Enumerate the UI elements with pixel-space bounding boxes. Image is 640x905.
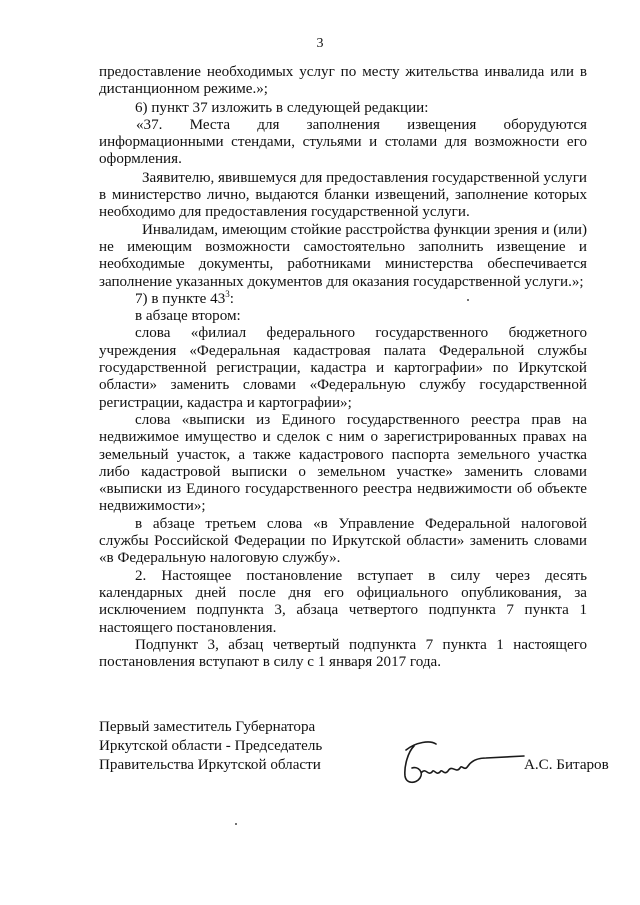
paragraph: в абзаце третьем слова «в Управление Федеральной налоговой службы Российской Федерации по Иркутской области» заменить словами «в Федеральную налоговую службу». bbox=[99, 515, 587, 567]
paragraph: «37. Места для заполнения извещения оборудуются информационными стендами, стульями и столами для возможности его оформления. bbox=[99, 116, 587, 168]
signatory-name: А.С. Битаров bbox=[524, 757, 609, 773]
paragraph: слова «филиал федерального государственного бюджетного учреждения «Федеральная кадастровая палата Федеральной службы государственной регистрации, кадастра и картографии» по Иркутской области» заменить словами «Федеральную службу государственной регистрации, кадастра и картографии»; bbox=[99, 325, 587, 411]
paragraph: слова «выписки из Единого государственного реестра прав на недвижимое имущество и сделок с ним о зарегистрированных правах на земельный участок, а также кадастрового паспорта земельного участка либо кадастровой выписки о земельном участке» заменить словами «выписки из Единого государственного реестра недвижимости об объекте недвижимости»; bbox=[99, 411, 587, 515]
paragraph: 2. Настоящее постановление вступает в силу через десять календарных дней после дня его официального опубликования, за исключением подпункта 3, абзаца четвертого подпункта 7 пункта 1 настоящего постановления. bbox=[99, 567, 587, 636]
signatory-line: Правительства Иркутской области bbox=[99, 757, 321, 773]
scan-speck bbox=[235, 823, 237, 825]
point-7-suffix: : bbox=[229, 290, 234, 307]
point-7-prefix: 7) в пункте 43 bbox=[135, 290, 226, 307]
signatory-line: Иркутской области - Председатель bbox=[99, 738, 323, 754]
signatory-title bbox=[99, 718, 322, 775]
point-7-superscript: 3 bbox=[225, 288, 230, 299]
paragraph: Инвалидам, имеющим стойкие расстройства функции зрения и (или) не имеющим возможности самостоятельно заполнить извещение и необходимые документы, работниками министерства обеспечивается заполнение указанных документов для оказания государственной услуги.»; bbox=[99, 221, 587, 290]
document-body bbox=[99, 64, 587, 671]
paragraph: 6) пункт 37 изложить в следующей редакции: bbox=[135, 99, 429, 116]
scan-speck bbox=[467, 299, 469, 301]
page-number: 3 bbox=[316, 36, 324, 51]
paragraph-point-7 bbox=[99, 288, 587, 308]
signatory-line: Первый заместитель Губернатора bbox=[99, 719, 316, 735]
paragraph: в абзаце втором: bbox=[135, 308, 241, 325]
handwritten-signature bbox=[396, 738, 526, 788]
paragraph: Заявителю, явившемуся для предоставления государственной услуги в министерство лично, выдаются бланки извещений, заполнение которых необходимо для предоставления государственной услуги. bbox=[99, 169, 587, 221]
paragraph: предоставление необходимых услуг по месту жительства инвалида или в дистанционном режиме.»; bbox=[99, 64, 587, 98]
paragraph: Подпункт 3, абзац четвертый подпункта 7 пункта 1 настоящего постановления вступают в силу с 1 января 2017 года. bbox=[99, 636, 587, 671]
